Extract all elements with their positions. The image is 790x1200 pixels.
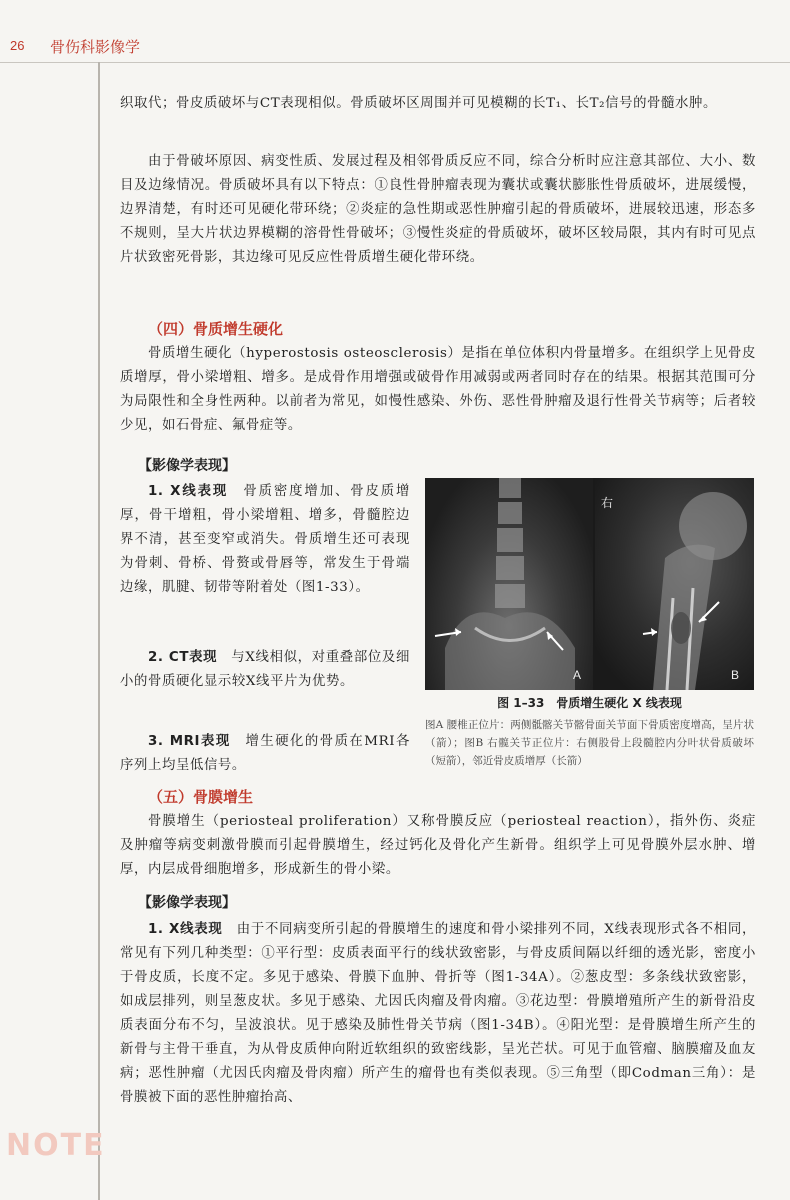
figure-label-right: 右: [601, 496, 614, 510]
xray-text: 骨质密度增加、骨皮质增厚，骨干增粗，骨小梁增粗、增多，骨髓腔边界不清，甚至变窄或消失。骨质增生还可表现为骨刺、骨桥、骨赘或骨唇等，常发生于骨端边缘，肌腱、韧带等附着处（图1-33）。: [120, 484, 410, 595]
figure-caption: 图 1–33 骨质增生硬化 X 线表现: [497, 696, 682, 710]
paragraph-intro: 织取代；骨皮质破坏与CT表现相似。骨质破坏区周围并可见模糊的长T₁、长T₂信号的骨髓水肿。: [120, 96, 718, 111]
mri-text: 增生硬化的骨质在MRI各序列上均呈低信号。: [120, 734, 410, 773]
ct-findings: [120, 646, 410, 694]
xray2-text: 由于不同病变所引起的骨膜增生的速度和骨小梁排列不同，X线表现形式各不相同，常见有下列几种类型：①平行型：皮质表面平行的线状致密影，与骨皮质间隔以纤细的透光影，密度小于骨皮质，长度不定。多见于感染、骨膜下血肿、骨折等（图1-34A）。②葱皮型：多条线状致密影，如成层排列，则呈葱皮状。多见于感染、尤因氏肉瘤及骨肉瘤。③花边型：骨膜增殖所产生的新骨沿皮质表面分布不匀，呈波浪状。见于感染及肺性骨关节病（图1-34B）。④阳光型：是骨膜增生所产生的新骨与主骨干垂直，为从骨皮质伸向附近软组织的致密线影，呈光芒状。可见于血管瘤、脑膜瘤及血友病；恶性肿瘤（尤因氏肉瘤及骨肉瘤）所产生的瘤骨也有类似表现。⑤三角型（即Codman三角）：是骨膜被下面的恶性肿瘤抬高、: [120, 922, 756, 1105]
page-header: [0, 0, 790, 63]
paragraph-hyperostosis: 骨质增生硬化（hyperostosis osteosclerosis）是指在单位体积内骨量增多。在组织学上见骨皮质增厚，骨小梁增粗、增多。是成骨作用增强或破骨作用减弱或两者同时存在的结果。根据其范围可分为局限性和全身性两种。以前者为常见，如慢性感染、外伤、恶性骨肿瘤及退行性骨关节病等；后者较少见，如石骨症、氟骨症等。: [120, 346, 756, 433]
xray-image-hip: [595, 478, 754, 690]
figure-label-b: B: [731, 668, 740, 682]
imaging-heading-2: 【影像学表现】: [138, 895, 236, 911]
xray2-label: 1. X线表现: [148, 922, 223, 937]
ct-label: 2. CT表现: [148, 650, 218, 665]
note-watermark: NOTE: [6, 1128, 106, 1163]
ct-text: 与X线相似，对重叠部位及细小的骨质硬化显示较X线平片为优势。: [120, 650, 410, 689]
figure-1-33: [425, 478, 754, 690]
mri-label: 3. MRI表现: [148, 734, 231, 749]
periosteal-xray-findings: [120, 918, 756, 1110]
page-number: 26: [10, 38, 25, 53]
hip-xray-drawing: [595, 478, 754, 690]
lumbar-xray-drawing: [425, 478, 593, 690]
xray-label: 1. X线表现: [148, 484, 229, 499]
figure-label-a: A: [573, 668, 582, 682]
section-title-hyperostosis: （四）骨质增生硬化: [148, 320, 284, 338]
figure-note: 图A 腰椎正位片：两侧骶髂关节髂骨面关节面下骨质密度增高，呈片状（箭）；图B 右髋关节正位片：右侧股骨上段髓腔内分叶状骨质破坏（短箭），邻近骨皮质增厚（长箭）: [425, 719, 754, 767]
imaging-heading-1: 【影像学表现】: [138, 458, 236, 474]
paragraph-destruction-features: 由于骨破坏原因、病变性质、发展过程及相邻骨质反应不同，综合分析时应注意其部位、大小、数目及边缘情况。骨质破坏具有以下特点：①良性骨肿瘤表现为囊状或囊状膨胀性骨质破坏，进展缓慢，边界清楚，有时还可见硬化带环绕；②炎症的急性期或恶性肿瘤引起的骨质破坏，进展较迅速，形态多不规则，呈大片状边界模糊的溶骨性骨破坏；③慢性炎症的骨质破坏，破坏区较局限，其内有时可见点片状致密死骨影，其边缘可见反应性骨质增生硬化带环绕。: [120, 154, 756, 265]
running-title: 骨伤科影像学: [50, 38, 141, 56]
margin-rule: [98, 62, 100, 1200]
paragraph-periosteal: 骨膜增生（periosteal proliferation）又称骨膜反应（periosteal reaction），指外伤、炎症及肿瘤等病变刺激骨膜而引起骨膜增生，经过钙化及骨化产生新骨。组织学上可见骨膜外层水肿、增厚，内层成骨细胞增多，形成新生的骨小梁。: [120, 814, 756, 877]
xray-findings: [120, 480, 410, 600]
xray-image-lumbar: [425, 478, 593, 690]
mri-findings: [120, 730, 410, 778]
section-title-periosteal: （五）骨膜增生: [148, 788, 254, 806]
